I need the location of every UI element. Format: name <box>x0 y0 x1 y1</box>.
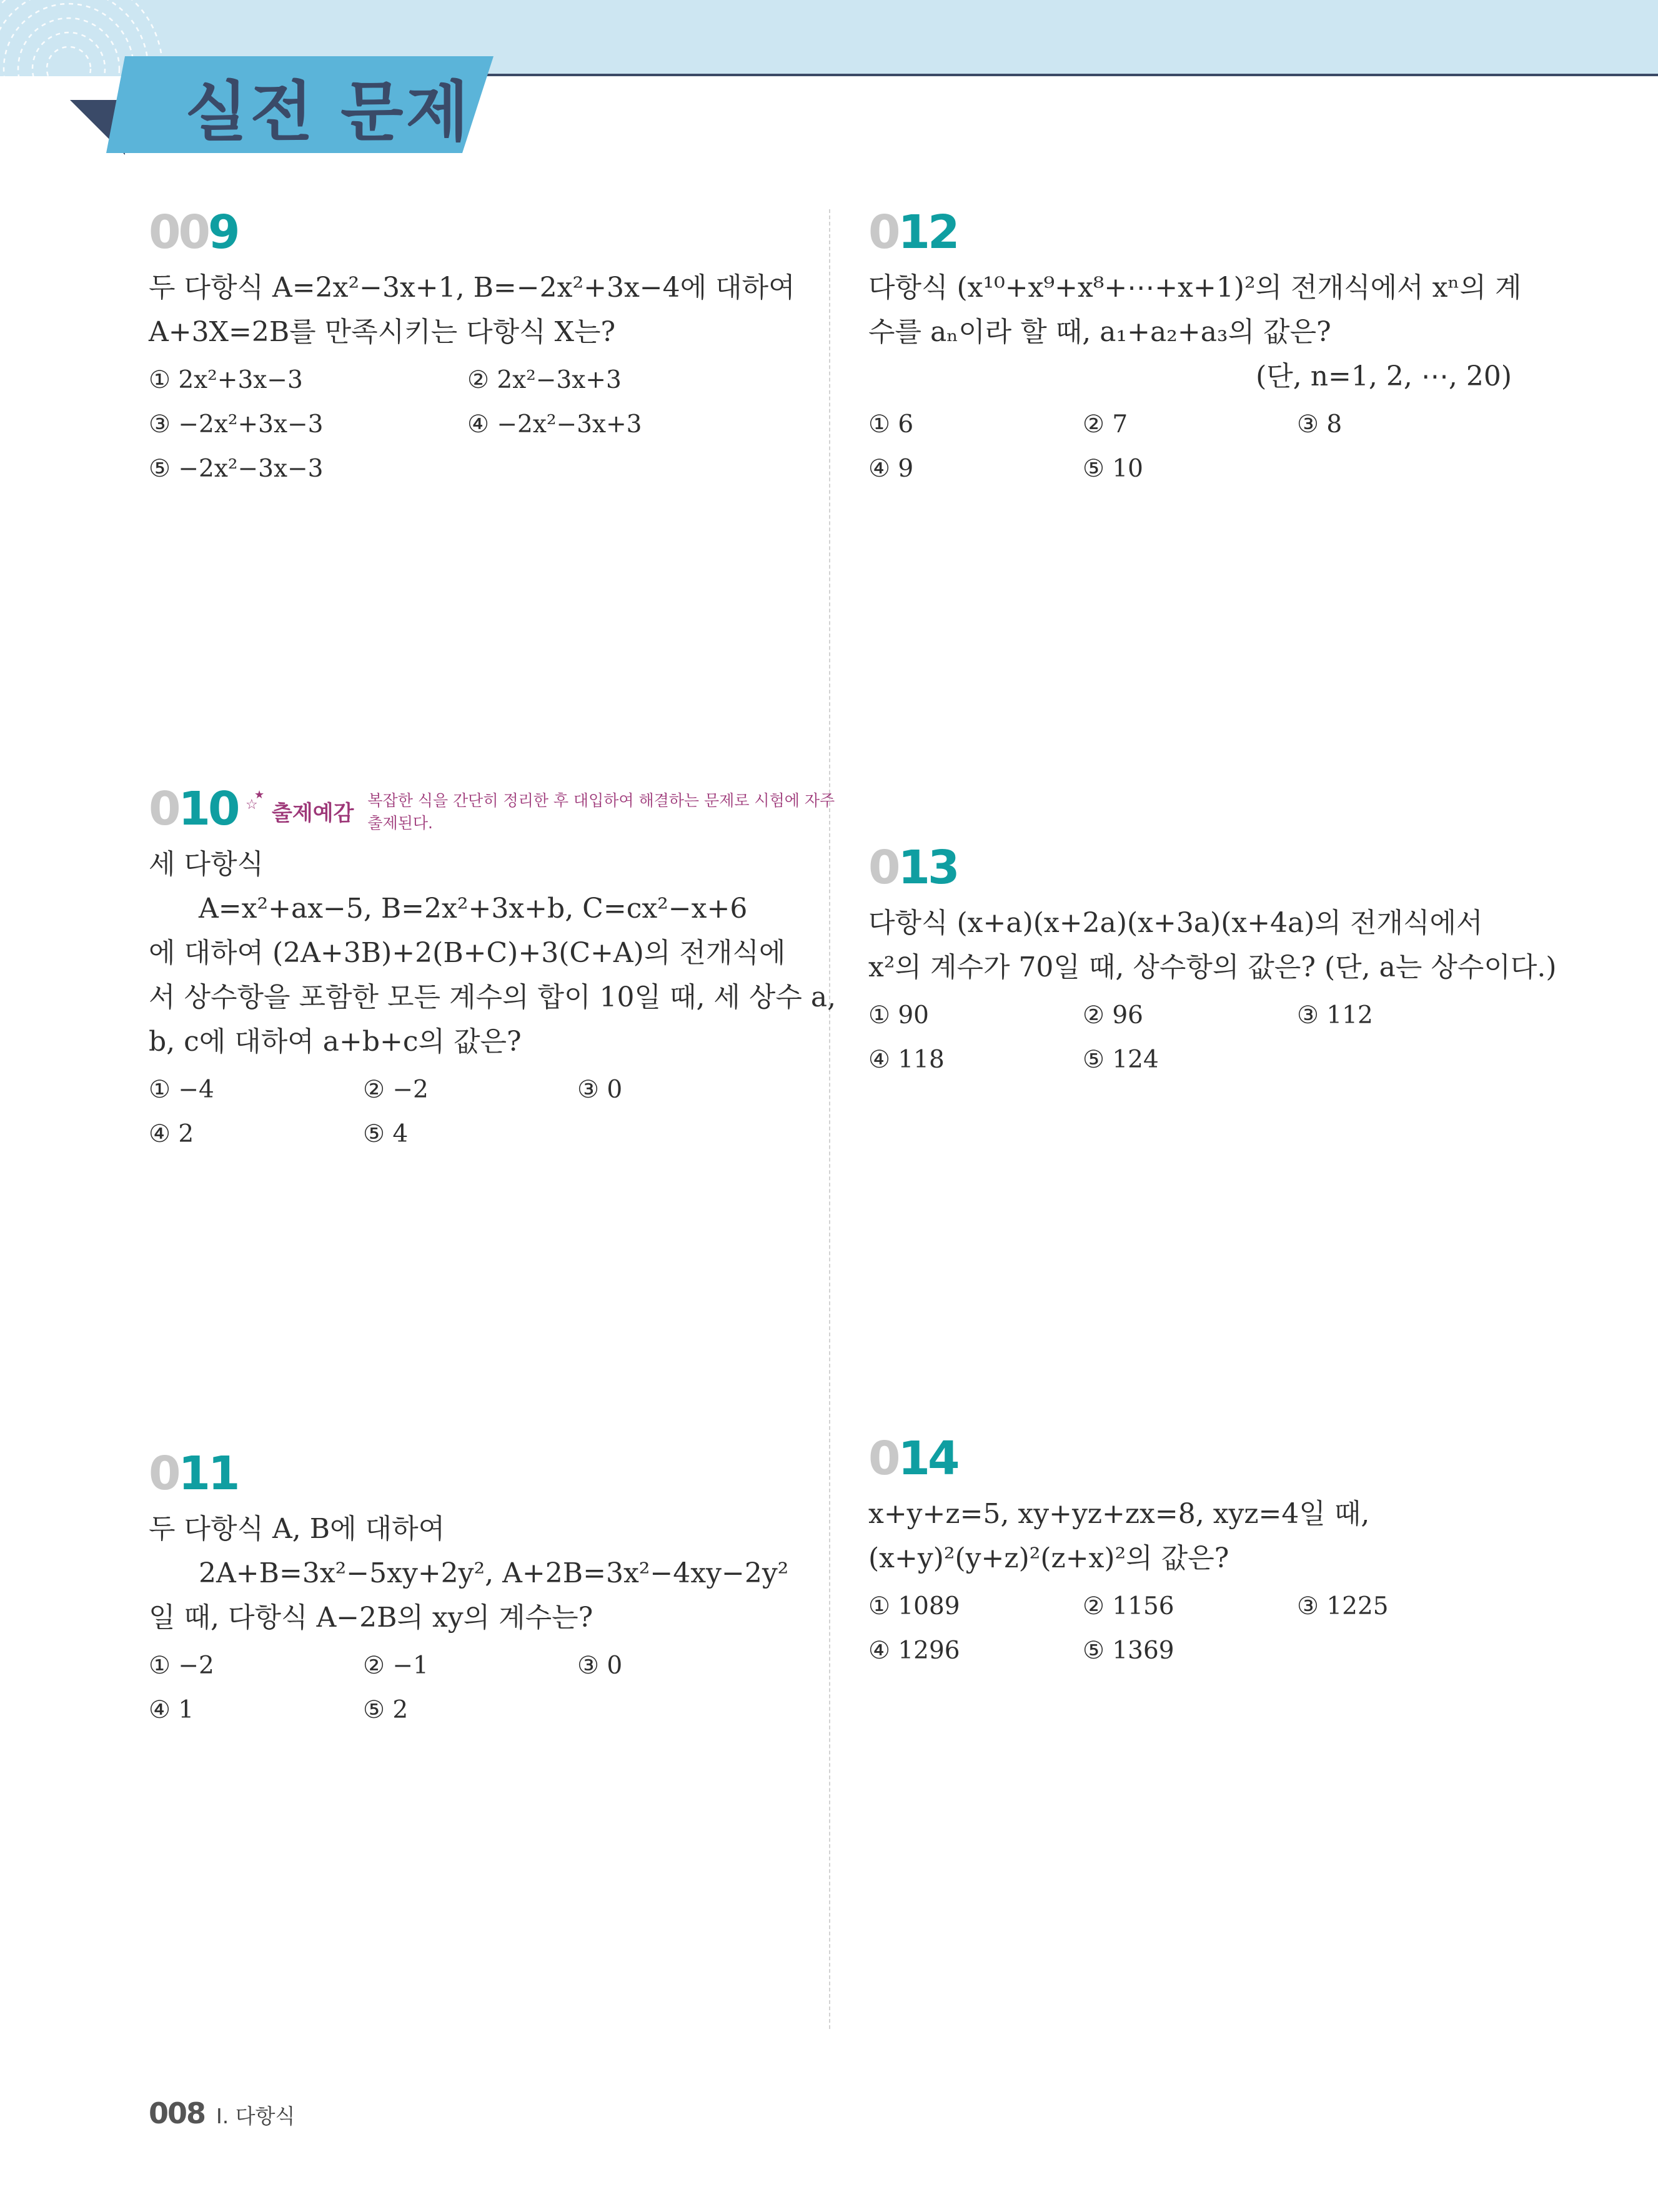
header-rule <box>475 74 1658 76</box>
stem-line: 두 다항식 A=2x²−3x+1, B=−2x²+3x−4에 대하여 <box>149 272 795 304</box>
problem-number: 011 <box>149 1447 238 1500</box>
page-number: 008 <box>149 2096 206 2130</box>
stem-line: b, c에 대하여 a+b+c의 값은? <box>149 1026 522 1058</box>
answer-choices <box>149 1068 836 1156</box>
choice-2[interactable]: ② 96 <box>1083 1001 1143 1029</box>
choice-1[interactable]: ① 1089 <box>868 1592 960 1620</box>
problem-009 <box>149 206 795 491</box>
stem-line: 다항식 (x¹⁰+x⁹+x⁸+⋯+x+1)²의 전개식에서 xⁿ의 계 <box>868 272 1522 304</box>
choice-3[interactable]: ③ −2x²+3x−3 <box>149 410 324 439</box>
stem-line: 세 다항식 <box>149 848 264 880</box>
answer-choices <box>868 1584 1511 1673</box>
tag-label: 출제예감 <box>272 801 354 826</box>
answer-choices <box>868 993 1557 1082</box>
choice-5[interactable]: ⑤ −2x²−3x−3 <box>149 455 324 483</box>
chapter-label: I. 다항식 <box>216 2104 295 2128</box>
stem-line: (x+y)²(y+z)²(z+x)²의 값은? <box>868 1542 1229 1574</box>
problem-stem <box>149 265 795 354</box>
choice-3[interactable]: ③ 112 <box>1297 1001 1373 1029</box>
choice-4[interactable]: ④ −2x²−3x+3 <box>467 410 642 439</box>
choice-4[interactable]: ④ 1296 <box>868 1637 960 1665</box>
choice-2[interactable]: ② −2 <box>363 1076 429 1104</box>
answer-choices <box>149 1644 792 1732</box>
choice-5[interactable]: ⑤ 124 <box>1083 1046 1159 1074</box>
stem-line: 에 대하여 (2A+3B)+2(B+C)+3(C+A)의 전개식에 <box>149 937 786 969</box>
stem-line: 다항식 (x+a)(x+2a)(x+3a)(x+4a)의 전개식에서 <box>868 907 1483 939</box>
choice-5[interactable]: ⑤ 4 <box>363 1120 409 1148</box>
stem-line: 일 때, 다항식 A−2B의 xy의 계수는? <box>149 1602 593 1634</box>
problem-stem <box>868 265 1522 399</box>
page-footer <box>149 2096 295 2130</box>
choice-3[interactable]: ③ 0 <box>577 1076 623 1104</box>
problem-number: 013 <box>868 841 958 895</box>
choice-2[interactable]: ② 7 <box>1083 410 1128 439</box>
choice-3[interactable]: ③ 1225 <box>1297 1592 1389 1620</box>
problem-stem <box>149 1507 792 1640</box>
exam-forecast-tag <box>246 790 835 835</box>
problem-number: 014 <box>868 1432 958 1485</box>
problem-012 <box>868 206 1522 491</box>
problem-stem <box>868 901 1557 989</box>
stem-line: 두 다항식 A, B에 대하여 <box>149 1513 445 1545</box>
problem-010 <box>149 782 836 1156</box>
stem-line: 2A+B=3x²−5xy+2y², A+2B=3x²−4xy−2y² <box>199 1557 789 1589</box>
problem-014 <box>868 1432 1511 1673</box>
choice-4[interactable]: ④ 9 <box>868 455 914 483</box>
choice-4[interactable]: ④ 118 <box>868 1046 945 1074</box>
choice-4[interactable]: ④ 1 <box>149 1696 194 1724</box>
choice-3[interactable]: ③ 0 <box>577 1652 623 1680</box>
choice-5[interactable]: ⑤ 10 <box>1083 455 1143 483</box>
choice-2[interactable]: ② −1 <box>363 1652 429 1680</box>
problem-number: 010 <box>149 782 238 836</box>
choice-2[interactable]: ② 1156 <box>1083 1592 1174 1620</box>
problem-013 <box>868 841 1557 1082</box>
page-title: 실전 문제 <box>185 74 472 150</box>
problem-number: 012 <box>868 206 958 259</box>
stem-line: x+y+z=5, xy+yz+zx=8, xyz=4일 때, <box>868 1498 1370 1530</box>
answer-choices <box>149 358 795 491</box>
choice-1[interactable]: ① −4 <box>149 1076 214 1104</box>
problem-number: 009 <box>149 206 238 259</box>
stem-line: x²의 계수가 70일 때, 상수항의 값은? (단, a는 상수이다.) <box>868 951 1557 983</box>
problem-stem <box>149 842 836 1064</box>
problem-011 <box>149 1447 792 1732</box>
choice-1[interactable]: ① 6 <box>868 410 914 439</box>
stem-line: 수를 aₙ이라 할 때, a₁+a₂+a₃의 값은? <box>868 316 1331 348</box>
stem-line: A+3X=2B를 만족시키는 다항식 X는? <box>149 316 616 348</box>
choice-3[interactable]: ③ 8 <box>1297 410 1343 439</box>
choice-1[interactable]: ① 2x²+3x−3 <box>149 366 303 394</box>
tag-description: 복잡한 식을 간단히 정리한 후 대입하여 해결하는 문제로 시험에 자주 출제된다. <box>367 791 835 832</box>
stem-line: 서 상수항을 포함한 모든 계수의 합이 10일 때, 세 상수 a, <box>149 981 836 1013</box>
choice-5[interactable]: ⑤ 1369 <box>1083 1637 1174 1665</box>
stem-condition: (단, n=1, 2, ⋯, 20) <box>1256 360 1512 392</box>
stars-icon: ☆ ★ <box>246 788 265 813</box>
choice-5[interactable]: ⑤ 2 <box>363 1696 409 1724</box>
choice-4[interactable]: ④ 2 <box>149 1120 194 1148</box>
choice-1[interactable]: ① −2 <box>149 1652 214 1680</box>
choice-1[interactable]: ① 90 <box>868 1001 929 1029</box>
stem-line: A=x²+ax−5, B=2x²+3x+b, C=cx²−x+6 <box>199 893 748 925</box>
problem-stem <box>868 1492 1511 1580</box>
choice-2[interactable]: ② 2x²−3x+3 <box>467 366 622 394</box>
answer-choices <box>868 402 1512 491</box>
